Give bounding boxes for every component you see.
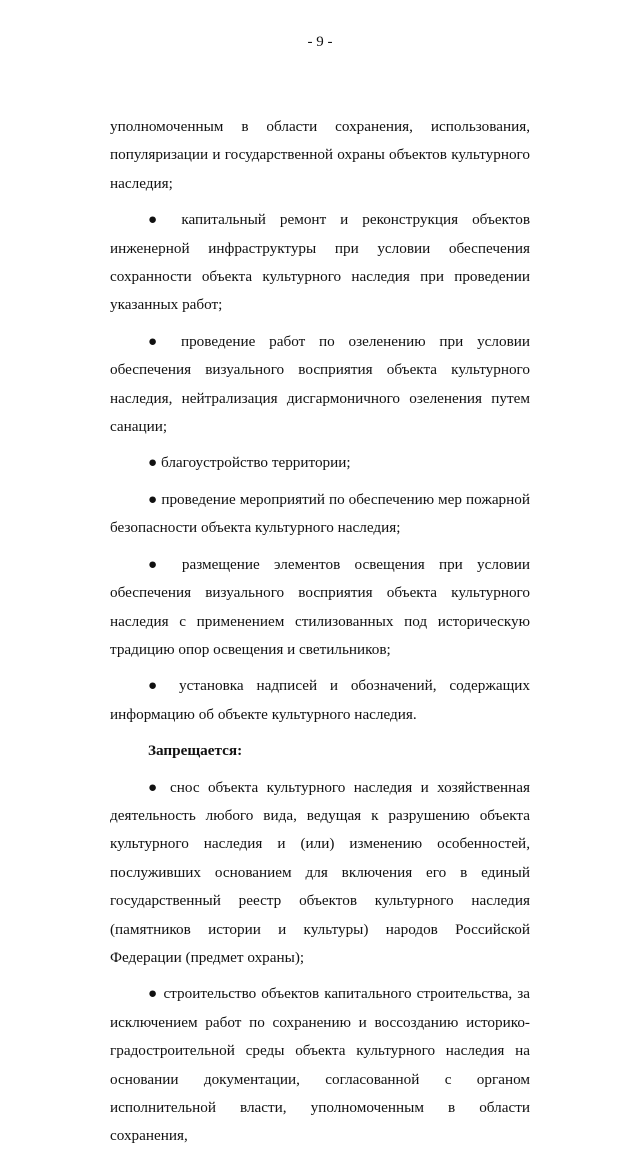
- list-item-signage: ● установка надписей и обозначений, содержащих информацию об объекте культурного наследия.: [110, 677, 530, 723]
- list-item-greening: ● проведение работ по озеленению при условии обеспечения визуального восприятия объекта культурного наследия, нейтрализация дисгармоничного озеленения путем санации;: [110, 332, 530, 436]
- paragraph-continuation: уполномоченным в области сохранения, использования, популяризации и государственной охраны объектов культурного наследия;: [110, 118, 530, 192]
- list-item-capital-repair: ● капитальный ремонт и реконструкция объектов инженерной инфраструктуры при условии обеспечения сохранности объекта культурного наследия при проведении указанных работ;: [110, 211, 530, 314]
- list-item-construction: ● строительство объектов капитального строительства, за исключением работ по сохранению и воссозданию историко-градостроительной среды объекта культурного наследия на основании документации, согласованной с органом исполнительной власти, уполномоченным в области сохранения,: [110, 985, 530, 1145]
- list-item-lighting: ● размещение элементов освещения при условии обеспечения визуального восприятия объекта культурного наследия с применением стилизованных под историческую традицию опор освещения и светильников;: [110, 555, 530, 658]
- document-body: [110, 113, 530, 1159]
- list-item-fire-safety: ● проведение мероприятий по обеспечению мер пожарной безопасности объекта культурного наследия;: [110, 490, 530, 537]
- list-item-landscaping: ● благоустройство территории;: [148, 454, 351, 472]
- section-heading-prohibited: Запрещается:: [148, 742, 243, 760]
- list-item-demolition: ● снос объекта культурного наследия и хозяйственная деятельность любого вида, ведущая к разрушению объекта культурного наследия и (или) изменению особенностей, послуживших основанием для включения его в единый государственный реестр объектов культурного наследия (памятников истории и культуры) народов Российской Федерации (предмет охраны);: [110, 778, 530, 966]
- page-number: - 9 -: [307, 34, 333, 50]
